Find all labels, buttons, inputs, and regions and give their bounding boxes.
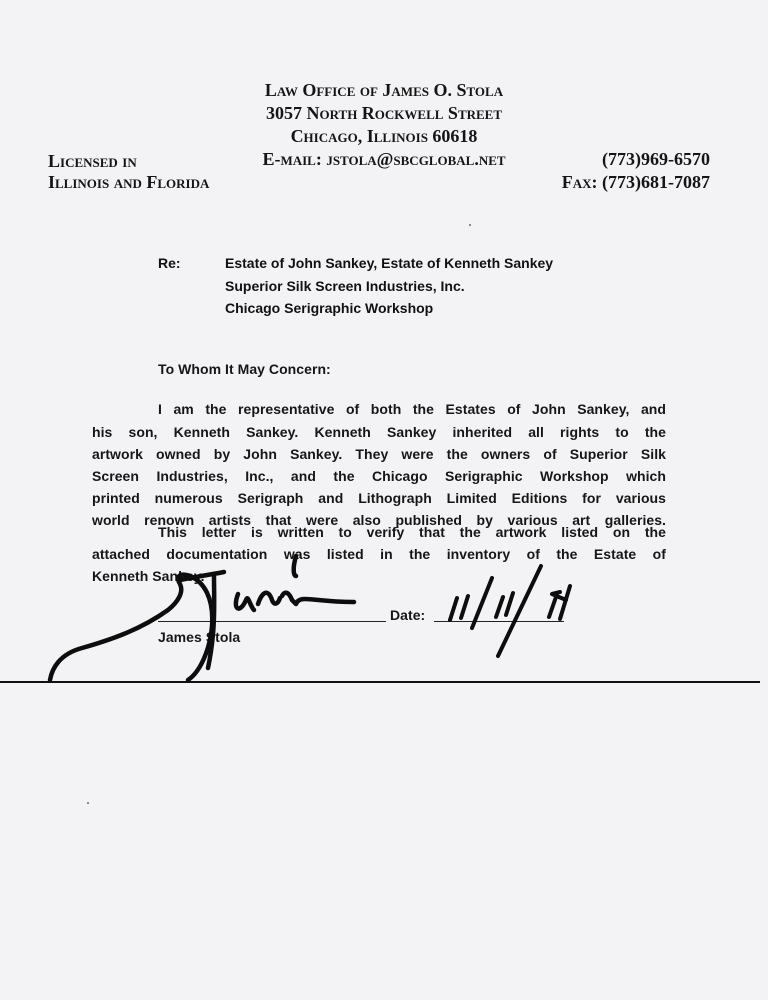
letterhead-phone: (773)969-6570 bbox=[602, 149, 710, 169]
paragraph1-line: Screen Industries, Inc., and the Chicago Serigraphic Workshop which bbox=[92, 468, 666, 484]
letterhead-fax: Fax: (773)681-7087 bbox=[561, 172, 710, 192]
paragraph2-line: Kenneth Sankey. bbox=[92, 568, 205, 584]
paragraph1-line: I am the representative of both the Estates of John Sankey, and bbox=[158, 401, 666, 417]
letterhead-licensed-line2: Illinois and Florida bbox=[48, 172, 210, 192]
paragraph1-line: his son, Kenneth Sankey. Kenneth Sankey inherited all rights to the bbox=[92, 424, 666, 440]
paragraph2-line: This letter is written to verify that the artwork listed on the bbox=[158, 524, 666, 540]
paragraph1-line: world renown artists that were also published by various art galleries. bbox=[92, 512, 666, 528]
letterhead-city: Chicago, Illinois 60618 bbox=[290, 126, 478, 146]
letterhead-office: Law Office of James O. Stola bbox=[264, 80, 504, 100]
bottom-rule bbox=[0, 681, 760, 683]
letterhead-street: 3057 North Rockwell Street bbox=[265, 103, 503, 123]
letterhead-licensed-line1: Licensed in bbox=[48, 151, 137, 171]
re-line-1: Estate of John Sankey, Estate of Kenneth Sankey bbox=[225, 255, 554, 271]
paragraph1-line: artwork owned by John Sankey. They were the owners of Superior Silk bbox=[92, 446, 666, 462]
signer-name: James Stola bbox=[158, 629, 241, 645]
salutation: To Whom It May Concern: bbox=[158, 361, 331, 377]
re-line-2: Superior Silk Screen Industries, Inc. bbox=[225, 278, 465, 294]
paragraph2-line: attached documentation was listed in the inventory of the Estate of bbox=[92, 546, 666, 562]
re-line-3: Chicago Serigraphic Workshop bbox=[225, 300, 434, 316]
re-label: Re: bbox=[158, 255, 181, 271]
letterhead-email: E-mail: jstola@sbcglobal.net bbox=[262, 149, 506, 169]
paragraph1-line: printed numerous Serigraph and Lithograph Limited Editions for various bbox=[92, 490, 666, 506]
date-label: Date: bbox=[390, 607, 426, 623]
